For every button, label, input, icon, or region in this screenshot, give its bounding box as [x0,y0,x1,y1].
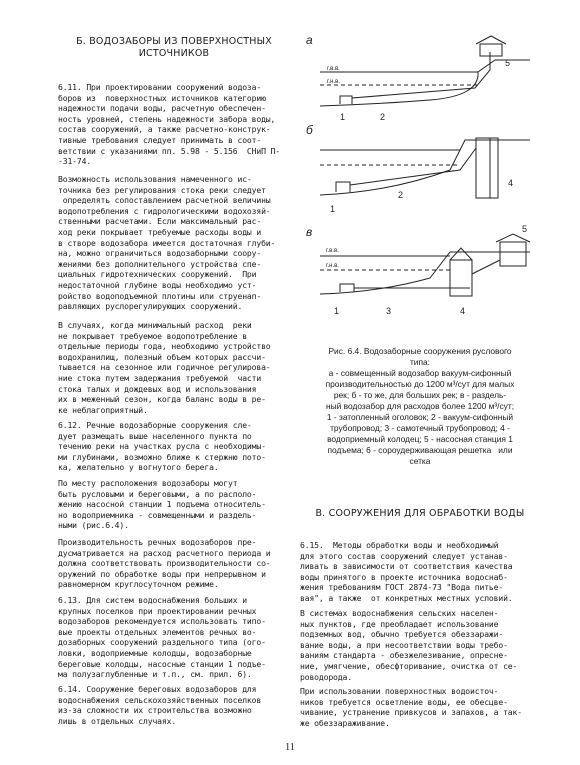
panel-a-siphon-pipe [352,52,490,98]
paragraph-6-15: 6.15. Методы обработки воды и необходимый для этого состав сооружений следует устанав- ливать в зависимости от соответствия качества воды принятого в проекте источника водоснаб- жения требованиям ГОСТ 2874-73 "Вода питье- вая", а также от конкретных местных условий. [300,540,513,603]
panel-a-pump-station [480,44,502,56]
paragraph-6-11: 6.11. При проектировании сооружений водоза- боров из поверхностных источников категорию надежности подачи воды, расчетную обеспечен- ность уровней, степень надежности забора воды, состав сооружений, а также расчетно-конструк- тивные требования следует принимать в соот- ветствии с указаниями пп. 5.98 - 5.156 СНиП П- -31-74. [58,82,280,167]
panel-v-pump-station [500,242,526,266]
panel-v-pressure-pipe [472,260,500,274]
svg-text:1: 1 [330,204,336,214]
paragraph-productivity: Производительность речных водозаборов пре- дусматривается на расход расчетного периода и должна соответствовать производительности со- оружений по обработке воды при непрерывном и равномерном круглосуточном режиме. [58,537,271,590]
paragraph-rural-systems: В системах водоснабжения сельских населен- ных пунктов, где преобладает использование подземных вод, обычно требуется обеззаражи- вание воды, а при несоответствии воды требо- ваниям стандарта - обезжелезивание, опресне- ние, умягчение, обесфторивание, очистка от се- роводорода. [300,608,518,682]
panel-a-intake-head [340,96,352,104]
figure-caption: Рис. 6.4. Водозаборные сооружения руслового типа: а - совмещенный водозабор вакуум-сифонный производительностью до 1200 м³/сут для малых рек; б - то же, для больших рек; в - раздель- ный водозабор для расходов более 1200 м³/сут; 1 - затопленный оголовок; 2 - вакуум-сифонный трубопровод; 3 - самотечный трубопровод; 4 - водоприемный колодец; 5 - насосная станция 1 подъема; 6 - сороудерживающая решетка или сетка [325,346,515,466]
svg-text:г.н.в.: г.н.в. [327,79,340,85]
paragraph-intake-location: По месту расположения водозаборы могут быть русловыми и береговыми, а по располо- жению насосной станции 1 подъема относитель- но водоприемника - совмещенными и раздель- ными (рис.6.4). [58,478,266,531]
panel-b-well [476,138,498,198]
figure-6-4-drawing [300,30,540,330]
svg-text:2: 2 [380,112,386,122]
paragraph-source-possibility: Возможность использования намеченного ис- точника без регулирования стока реки следует определять сопоставлением расчетной величины водопотребления с гидрологическими водохозяй- ственными расчетами. Если максимальный рас- ход реки покрывает требуемые расходы воды и в створе водозабора имеется достаточная глуби- на, можно ограничиться водозаборными соору- жениями без дополнительного устройства спе- циальных гидротехнических сооружений. При недостаточной глубине воды необходимо уст- ройство водоподъемной плотины или струенап- равляющих руслорегулирующих сооружений. [58,174,276,312]
panel-v-well-roof [450,248,472,260]
svg-text:5: 5 [522,224,528,234]
section-b-title: Б. ВОДОЗАБОРЫ ИЗ ПОВЕРХНОСТНЫХ ИСТОЧНИКОВ [76,36,272,59]
panel-a-label: а [306,33,313,47]
panel-v-well [450,260,472,296]
svg-text:г.н.в.: г.н.в. [326,263,339,269]
paragraph-reservoir-cases: В случаях, когда минимальный расход реки не покрывает требуемое водопотребление в отдельные периоды года, необходимо устройство водохранилищ, полезный объем которых рассчи- тывается на сезонное или годичное регулирова- ние стока путем задержания требуемой части стока талых и дождевых вод и использования их в меженный сезон, когда баланс воды в ре- ке неблагоприятный. [58,320,271,415]
panel-b-siphon-pipe [350,148,476,185]
panel-b-intake-head [336,182,350,192]
panel-v-intake-head [340,284,354,292]
paragraph-6-13: 6.13. Для систем водоснабжения больших и крупных поселков при проектировании речных водозаборов рекомендуется использовать типо- вые проекты отдельных элементов речных во- дозаборных сооружений раздельного типа (ого- ловки, водоприемные колодцы, водозаборные береговые колодцы, насосные станции 1 подъе- ма полузаглубленные и т.п., см. прил. 6). [58,595,266,680]
paragraph-6-14: 6.14. Сооружение береговых водозаборов для водоснабжения сельскохозяйственных поселков из-за сложности их строительства возможно лишь в отдельных случаях. [58,684,262,726]
svg-text:4: 4 [508,178,514,188]
panel-v-label: в [306,225,313,239]
svg-text:г.в.в.: г.в.в. [327,66,340,72]
svg-text:3: 3 [386,306,392,316]
svg-text:2: 2 [398,190,404,200]
panel-b-label: б [306,123,313,137]
svg-text:1: 1 [340,112,346,122]
svg-text:4: 4 [460,306,466,316]
intake-diagram [300,30,540,330]
page-number: 11 [285,742,295,753]
svg-text:5: 5 [505,58,511,68]
paragraph-surface-sources: При использовании поверхностных водоисточ- ников требуется осветление воды, ее обесцве- чивание, устранение привкусов и запахов, а так- же обеззараживание. [300,686,522,728]
svg-text:1: 1 [334,306,340,316]
section-v-title: В. СООРУЖЕНИЯ ДЛЯ ОБРАБОТКИ ВОДЫ [315,508,525,519]
svg-text:г.в.в.: г.в.в. [326,248,339,254]
panel-v-pump-roof [496,234,530,242]
panel-a-roof [476,36,506,44]
paragraph-6-12: 6.12. Речные водозаборные сооружения сле- дует размещать выше населенного пункта по течению реки на участках русла с необходимы- ми глубинами, возможно ближе к стержню пото- ка, желательно у вогнутого берега. [58,420,266,473]
